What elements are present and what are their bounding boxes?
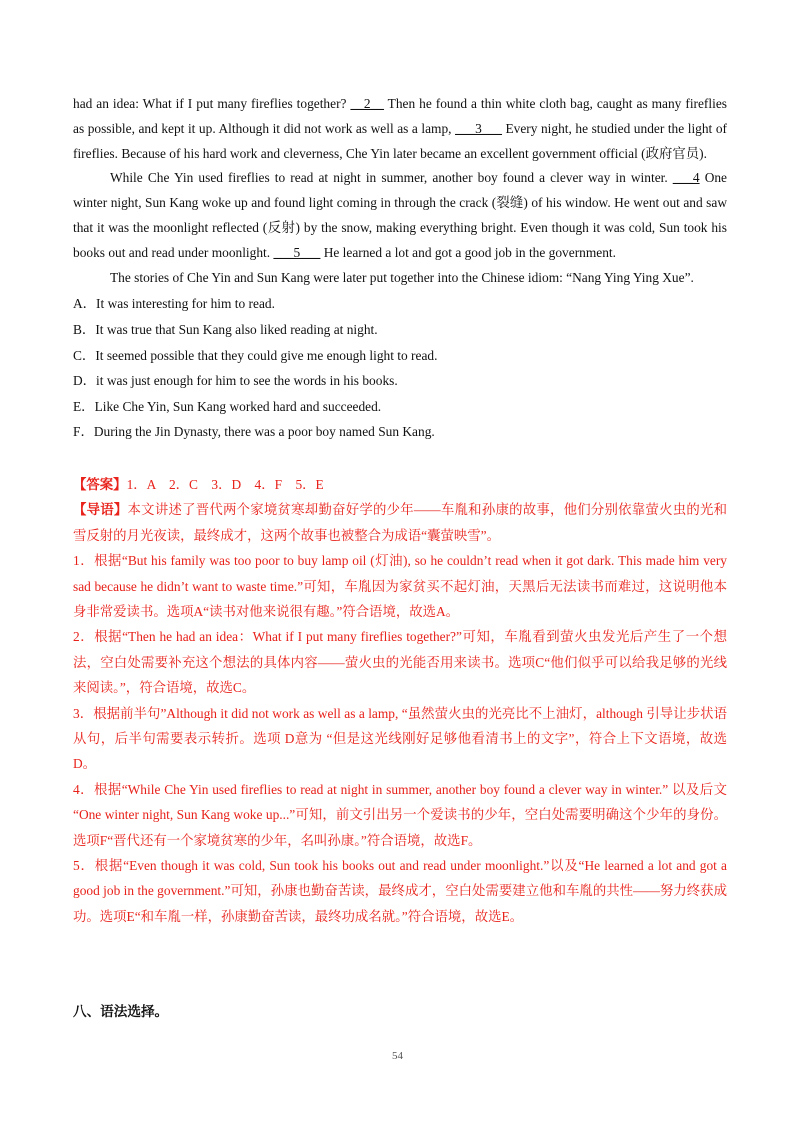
page-number: 54 <box>392 1050 403 1062</box>
passage-paragraph-1 <box>73 92 727 166</box>
answer-label: 【答案】 <box>73 476 127 492</box>
passage-text: One winter night, Sun Kang woke up and found light coming in through the crack (裂缝) of his window. He went out and saw that it was the moonlight reflected (反射) by the snow, making everything bright. Even though it was cold, Sun took his books out and read under moonlight. <box>73 170 727 260</box>
blank-5: ___5___ <box>273 244 321 260</box>
explanation-1: 1．根据“But his family was too poor to buy lamp oil (灯油), so he couldn’t read when it got dark. This made him very sad because he didn’t want to waste time.”可知，车胤因为家贫买不起灯油，天黑后无法读书而难过，这说明他本身非常爱读书。选项A“读书对他来说很有趣。”符合语境，故选A。 <box>73 553 727 619</box>
passage-text: He learned a lot and got a good job in the government. <box>320 244 616 260</box>
explanation-2: 2．根据“Then he had an idea：What if I put many fireflies together?”可知，车胤看到萤火虫发光后产生了一个想法，空白处需要补充这个想法的具体内容——萤火虫的光能否用来读书。选项C“他们似乎可以给我足够的光线来阅读。”，符合语境，故选C。 <box>73 629 727 696</box>
blank-3: ___3___ <box>455 120 502 136</box>
answer-line <box>73 472 727 497</box>
blank-4: ___4 <box>672 170 700 186</box>
option-a: A．It was interesting for him to read. <box>73 296 275 312</box>
option-b: B．It was true that Sun Kang also liked reading at night. <box>73 321 378 337</box>
answer-section <box>73 472 727 929</box>
passage-paragraph-3: The stories of Che Yin and Sun Kang were later put together into the Chinese idiom: “Nang Ying Ying Xue”. <box>110 269 694 285</box>
passage-text: had an idea: What if I put many fireflies together? <box>73 96 351 111</box>
passage-text: Then he found a thin white cloth bag, caught as many fireflies as possible, and kept it up. Although it did not work as well as a lamp, <box>73 96 727 136</box>
blank-2: __2__ <box>350 96 384 111</box>
options-list <box>73 291 727 445</box>
passage-text: Every night, he studied under the light of fireflies. Because of his hard work and cleverness, Che Yin later became an excellent government official (政府官员). <box>73 120 727 161</box>
passage-text: While Che Yin used fireflies to read at night in summer, another boy found a clever way in winter. <box>110 170 673 186</box>
explanation-5: 5．根据“Even though it was cold, Sun took his books out and read under moonlight.”以及“He learned a lot and got a good job in the government.”可知，孙康也勤奋苦读，最终成才，空白处需要建立他和车胤的共性——努力终获成功。选项E“和车胤一样，孙康勤奋苦读，最终功成名就。”符合语境，故选E。 <box>73 858 727 924</box>
option-e: E．Like Che Yin, Sun Kang worked hard and succeeded. <box>73 398 382 414</box>
answer-text: 1．A 2．C 3．D 4．F 5．E <box>126 476 324 492</box>
option-f: F．During the Jin Dynasty, there was a poor boy named Sun Kang. <box>73 424 435 440</box>
option-d: D．it was just enough for him to see the words in his books. <box>73 373 398 389</box>
guide-line <box>73 497 727 548</box>
document-body <box>73 92 727 929</box>
explanation-4: 4．根据“While Che Yin used fireflies to read at night in summer, another boy found a clever way in winter.” 以及后文 “One winter night, Sun Kang woke up...”可知，前文引出另一个爱读书的少年，空白处需要明确这个少年的身份。选项F“晋代还有一个家境贫寒的少年，名叫孙康。”符合语境，故选F。 <box>73 781 727 848</box>
option-c: C．It seemed possible that they could give me enough light to read. <box>73 347 438 363</box>
explanation-3: 3．根据前半句”Although it did not work as well as a lamp, “虽然萤火虫的光亮比不上油灯，although 引导让步状语从句，后半句需要表示转折。选项 D意为 “但是这光线刚好足够他看清书上的文字”，符合上下文语境，故选 D。 <box>73 705 727 772</box>
passage-paragraph-2 <box>73 166 727 265</box>
guide-label: 【导语】 <box>73 502 128 518</box>
guide-text: 本文讲述了晋代两个家境贫寒却勤奋好学的少年——车胤和孙康的故事，他们分别依靠萤火虫的光和雪反射的月光夜读，最终成才，这两个故事也被整合为成语“囊萤映雪”。 <box>73 502 728 543</box>
section-heading: 八、语法选择。 <box>73 1004 169 1019</box>
